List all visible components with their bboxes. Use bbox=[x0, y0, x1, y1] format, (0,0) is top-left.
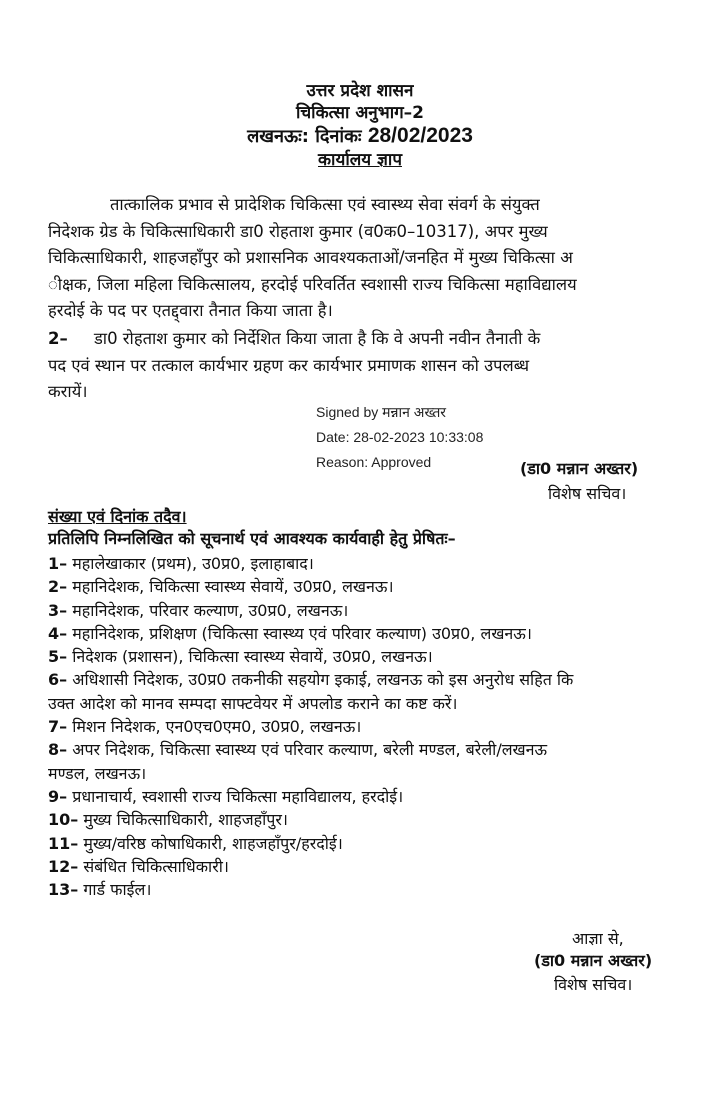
paragraph-1-line: हरदोई के पद पर एतद्द्वारा तैनात किया जाता है। bbox=[48, 301, 333, 320]
paragraph-1 bbox=[48, 192, 720, 325]
list-item-text: मुख्य चिकित्साधिकारी, शाहजहाँपुर। bbox=[83, 810, 288, 830]
list-item-number: 6– bbox=[48, 670, 68, 690]
list-item-continuation: मण्डल, लखनऊ। bbox=[48, 763, 147, 783]
copy-to-heading: प्रतिलिपि निम्नलिखित को सूचनार्थ एवं आवश्यक कार्यवाही हेतु प्रेषितः– bbox=[48, 529, 456, 548]
list-item-text: प्रधानाचार्य, स्वशासी राज्य चिकित्सा महाविद्यालय, हरदोई। bbox=[72, 786, 404, 806]
list-item bbox=[48, 832, 720, 855]
paragraph-2-line bbox=[48, 326, 720, 353]
signed-by: Signed by मन्नान अख्तर bbox=[316, 404, 447, 420]
list-item bbox=[48, 878, 720, 901]
paragraph-2-line: पद एवं स्थान पर तत्काल कार्यभार ग्रहण कर कार्यभार प्रमाणक शासन को उपलब्ध bbox=[48, 355, 530, 375]
paragraph-1-line: निदेशक ग्रेड के चिकित्साधिकारी डा0 रोहताश कुमार (व0क0–10317), अपर मुख्य bbox=[48, 221, 548, 241]
list-item-text: अधिशासी निदेशक, उ0प्र0 तकनीकी सहयोग इकाई, लखनऊ को इस अनुरोध सहित कि bbox=[72, 670, 574, 690]
signatory-designation: विशेष सचिव। bbox=[548, 484, 627, 503]
list-item-number: 13– bbox=[48, 880, 79, 900]
signature-reason: Reason: Approved bbox=[316, 454, 432, 470]
list-item bbox=[48, 738, 720, 761]
list-item bbox=[48, 599, 720, 622]
list-item bbox=[48, 622, 720, 645]
list-item bbox=[48, 668, 720, 691]
document-date: 28/02/2023 bbox=[367, 124, 473, 147]
list-item-text: मिशन निदेशक, एन0एच0एम0, उ0प्र0, लखनऊ। bbox=[72, 717, 362, 737]
list-item-text: महानिदेशक, प्रशिक्षण (चिकित्सा स्वास्थ्य एवं परिवार कल्याण) उ0प्र0, लखनऊ। bbox=[72, 623, 532, 643]
list-item bbox=[48, 715, 720, 738]
list-item bbox=[48, 785, 720, 808]
list-item-text: संबंधित चिकित्साधिकारी। bbox=[83, 856, 229, 876]
list-item-text: महानिदेशक, परिवार कल्याण, उ0प्र0, लखनऊ। bbox=[72, 600, 349, 620]
list-item-text: महानिदेशक, चिकित्सा स्वास्थ्य सेवायें, उ0प्र0, लखनऊ। bbox=[72, 577, 394, 597]
digital-signature-block bbox=[316, 400, 483, 475]
list-item bbox=[48, 552, 720, 575]
paragraph-1-line: चिकित्साधिकारी, शाहजहाँपुर को प्रशासनिक आवश्यकताओं/जनहित में मुख्य चिकित्सा अ bbox=[48, 248, 573, 267]
list-item-text: गार्ड फाईल। bbox=[83, 880, 152, 900]
list-item bbox=[48, 855, 720, 878]
list-item-number: 1– bbox=[48, 554, 68, 573]
list-item-number: 7– bbox=[48, 717, 68, 737]
signatory-name: (डा0 मन्नान अख्तर) bbox=[520, 459, 639, 478]
list-item-number: 9– bbox=[48, 786, 68, 806]
paragraph-2 bbox=[48, 326, 720, 406]
list-item-number: 5– bbox=[48, 647, 68, 667]
signature-date: Date: 28-02-2023 10:33:08 bbox=[316, 429, 484, 445]
document-header bbox=[0, 80, 720, 171]
list-item bbox=[48, 808, 720, 831]
list-item-continuation: उक्त आदेश को मानव सम्पदा साफ्टवेयर में अपलोड कराने का कष्ट करें। bbox=[48, 693, 458, 713]
list-item-number: 4– bbox=[48, 623, 68, 643]
government-name: उत्तर प्रदेश शासन bbox=[306, 81, 414, 101]
list-item-text: महालेखाकार (प्रथम), उ0प्र0, इलाहाबाद। bbox=[72, 554, 314, 573]
section-name: चिकित्सा अनुभाग–2 bbox=[295, 103, 424, 123]
distribution-list bbox=[48, 552, 720, 901]
list-item-number: 11– bbox=[48, 833, 79, 853]
paragraph-2-number: 2– bbox=[48, 329, 68, 348]
memo-title: कार्यालय ज्ञाप bbox=[318, 150, 402, 170]
paragraph-1-line: तात्कालिक प्रभाव से प्रादेशिक चिकित्सा एवं स्वास्थ्य सेवा संवर्ग के संयुक्त bbox=[110, 195, 540, 214]
list-item-number: 8– bbox=[48, 740, 68, 760]
list-item-number: 2– bbox=[48, 577, 68, 597]
closing-signatory-name: (डा0 मन्नान अख्तर) bbox=[534, 951, 653, 970]
closing-designation: विशेष सचिव। bbox=[554, 975, 633, 994]
list-item-text: मुख्य/वरिष्ठ कोषाधिकारी, शाहजहाँपुर/हरदोई। bbox=[83, 833, 343, 853]
paragraph-1-line: ीक्षक, जिला महिला चिकित्सालय, हरदोई परिवर्तित स्वशासी राज्य चिकित्सा महाविद्यालय bbox=[48, 274, 577, 294]
list-item-number: 10– bbox=[48, 810, 79, 830]
list-item-text: निदेशक (प्रशासन), चिकित्सा स्वास्थ्य सेवायें, उ0प्र0, लखनऊ। bbox=[72, 647, 433, 667]
by-order-text: आज्ञा से, bbox=[572, 929, 624, 948]
place-date-line bbox=[0, 124, 720, 149]
reference-line: संख्या एवं दिनांक तदैव। bbox=[48, 507, 187, 526]
paragraph-2-line: करायें। bbox=[48, 382, 88, 401]
list-item bbox=[48, 645, 720, 668]
list-item-number: 12– bbox=[48, 856, 79, 876]
place-date-label: लखनऊः: दिनांकः bbox=[247, 126, 362, 147]
paragraph-2-text: डा0 रोहताश कुमार को निर्देशित किया जाता है कि वे अपनी नवीन तैनाती के bbox=[93, 329, 541, 348]
list-item bbox=[48, 575, 720, 598]
list-item-number: 3– bbox=[48, 600, 68, 620]
list-item-text: अपर निदेशक, चिकित्सा स्वास्थ्य एवं परिवार कल्याण, बरेली मण्डल, बरेली/लखनऊ bbox=[72, 740, 548, 760]
